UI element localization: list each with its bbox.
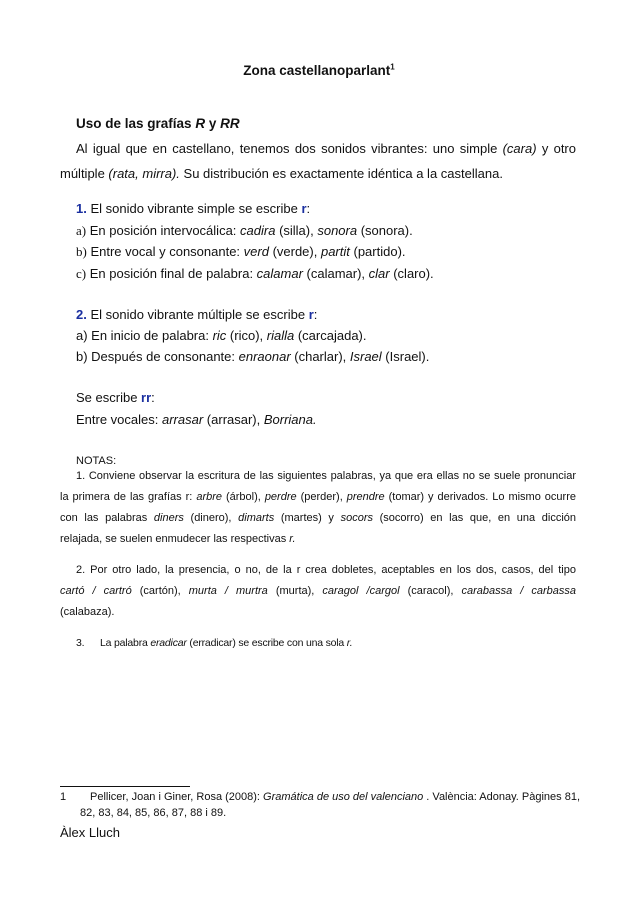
note-text: (socorro) en las que, en una dicción: [372, 512, 577, 524]
footnote-line: 82, 83, 84, 85, 86, 87, 88 i 89.: [80, 807, 227, 819]
translation: (rico),: [226, 328, 267, 343]
note-text: la primera de las grafías r:: [60, 491, 197, 503]
colon: :: [306, 201, 311, 216]
notes-heading: NOTAS:: [76, 455, 117, 467]
page-title: [0, 63, 638, 78]
rule-text: El sonido vibrante múltiple se escribe: [86, 307, 309, 322]
example-word: carabassa / carbassa: [461, 585, 576, 597]
footnote-separator: [60, 786, 190, 787]
item-label: b): [76, 244, 87, 259]
note-text: (dinero),: [183, 512, 239, 524]
colon: :: [151, 390, 155, 405]
footnote-line: [60, 789, 580, 805]
rule-number: 2.: [76, 307, 87, 322]
rule-number: 1.: [76, 201, 87, 216]
rule-1-heading: [76, 201, 310, 216]
note-text: relajada, se suelen enmudecer las respectivas: [60, 533, 290, 545]
example-word: enraonar: [238, 349, 291, 364]
example-word: dimarts: [238, 512, 275, 524]
note-1-line: [60, 508, 576, 529]
example-word: cartó / cartró: [60, 585, 132, 597]
intro-text: Su distribución es exactamente idéntica a la castellana.: [179, 166, 503, 181]
note-text: (tomar) y derivados. Lo mismo ocurre: [384, 491, 576, 503]
note-2-line: (calabaza).: [60, 606, 115, 618]
rule-1-item-a: [76, 223, 413, 239]
example-word: ric: [212, 328, 227, 343]
heading-text: Uso de las grafías: [76, 116, 196, 131]
example-word: murta / murtra: [188, 585, 268, 597]
note-number: 3.: [76, 637, 85, 649]
note-text: (martes) y: [274, 512, 341, 524]
translation: (carcajada).: [294, 328, 367, 343]
example-word: calamar: [256, 266, 303, 281]
note-1-line: 1. Conviene observar la escritura de las siguientes palabras, ya que era ellas no se suele pronunciar: [76, 470, 576, 482]
intro-line-2: [60, 161, 576, 186]
note-text: (árbol),: [222, 491, 265, 503]
note-2-line: 2. Por otro lado, la presencia, o no, de la r crea dobletes, aceptables en los dos, casos, del tipo: [76, 564, 576, 576]
author-name: Àlex Lluch: [60, 825, 120, 840]
footnote-number: 1: [60, 791, 67, 803]
example-word: perdre: [264, 491, 297, 503]
example-word: clar: [368, 266, 390, 281]
example-word: cadira: [240, 223, 276, 238]
rule-3-heading: [76, 390, 155, 405]
intro-example: (cara): [502, 141, 537, 156]
item-label: a): [76, 223, 87, 238]
footnote-text: . València: Adonay. Pàgines 81,: [423, 791, 581, 803]
example-word: rialla: [266, 328, 295, 343]
rule-2-item-a: [76, 328, 366, 343]
item-text: b) Después de consonante:: [76, 349, 239, 364]
example-word: Israel: [349, 349, 382, 364]
example-word: arbre: [196, 491, 223, 503]
note-2: [60, 560, 576, 623]
footnote: [60, 789, 580, 821]
footnote-text: Pellicer, Joan i Giner, Rosa (2008):: [90, 791, 264, 803]
title-text: Zona castellanoparlant: [243, 63, 391, 78]
note-2-line: [60, 581, 576, 602]
example-word: r.: [289, 533, 296, 545]
intro-line-1: [60, 136, 576, 161]
rule-text: Se escribe: [76, 390, 142, 405]
heading-and: y: [205, 116, 221, 131]
intro-text: y otro: [536, 141, 576, 156]
example-word: diners: [153, 512, 184, 524]
rule-2-heading: [76, 307, 317, 322]
note-text: La palabra: [100, 637, 151, 649]
note-1-line: [60, 487, 576, 508]
footnote-book-title: Gramática de uso del valenciano: [263, 791, 424, 803]
rule-2-item-b: [76, 349, 429, 364]
section-heading: [76, 116, 240, 131]
heading-rr: RR: [220, 116, 240, 131]
note-3: [76, 637, 352, 649]
note-text: (perder),: [296, 491, 347, 503]
item-text: En posición intervocálica:: [86, 223, 241, 238]
note-1-line: [60, 529, 576, 550]
intro-example: (rata, mirra).: [108, 166, 180, 181]
rule-letter: r: [308, 307, 314, 322]
rule-letter: rr: [141, 390, 152, 405]
example-word: verd: [243, 244, 269, 259]
note-text: (murta),: [267, 585, 323, 597]
item-text: En posición final de palabra:: [86, 266, 257, 281]
translation: (silla),: [275, 223, 318, 238]
intro-paragraph: [60, 136, 576, 186]
title-footnote-ref: 1: [390, 62, 395, 72]
intro-text: Al igual que en castellano, tenemos dos sonidos vibrantes: uno simple: [76, 141, 503, 156]
example-word: arrasar: [162, 412, 204, 427]
note-1: [60, 466, 576, 550]
example-word: sonora: [317, 223, 358, 238]
heading-r: R: [195, 116, 206, 131]
translation: (claro).: [389, 266, 434, 281]
translation: (arrasar),: [203, 412, 264, 427]
example-word: r.: [346, 637, 353, 649]
note-text: (caracol),: [399, 585, 462, 597]
translation: (sonora).: [357, 223, 413, 238]
rule-1-item-c: [76, 266, 434, 282]
note-text: (cartón),: [131, 585, 189, 597]
item-label: c): [76, 266, 87, 281]
example-word: partit: [320, 244, 350, 259]
translation: (partido).: [349, 244, 406, 259]
example-word: prendre: [346, 491, 385, 503]
translation: (verde),: [268, 244, 321, 259]
note-text: (erradicar) se escribe con una sola: [186, 637, 347, 649]
rule-text: El sonido vibrante simple se escribe: [86, 201, 302, 216]
item-text: Entre vocal y consonante:: [86, 244, 244, 259]
rule-1-item-b: [76, 244, 406, 260]
rule-3-item: [76, 412, 317, 427]
example-word: caragol /cargol: [322, 585, 400, 597]
rule-letter: r: [301, 201, 307, 216]
translation: (calamar),: [302, 266, 369, 281]
colon: :: [313, 307, 318, 322]
example-word: Borriana.: [263, 412, 317, 427]
note-text: con las palabras: [60, 512, 154, 524]
item-text: a) En inicio de palabra:: [76, 328, 213, 343]
example-word: eradicar: [150, 637, 187, 649]
translation: (Israel).: [381, 349, 430, 364]
translation: (charlar),: [290, 349, 350, 364]
intro-text: múltiple: [60, 166, 109, 181]
item-text: Entre vocales:: [76, 412, 162, 427]
example-word: socors: [340, 512, 373, 524]
